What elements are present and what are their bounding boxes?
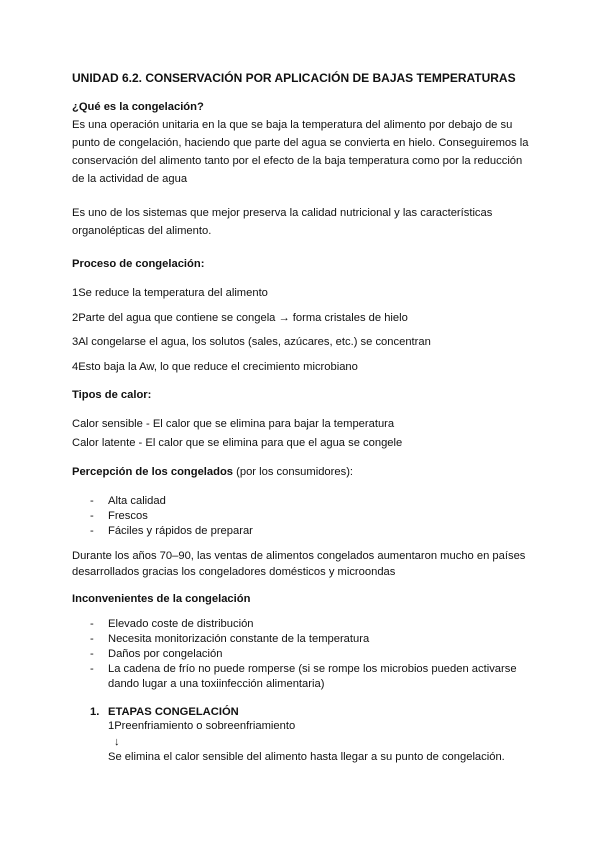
heat-line: Calor sensible - El calor que se elimina para bajar la temperatura (72, 418, 395, 430)
preservation-line: Es uno de los sistemas que mejor preserva la calidad nutricional y las características (72, 207, 493, 219)
list-item: Fáciles y rápidos de preparar (108, 525, 253, 537)
definition-line: conservación del alimento tanto por el efecto de la baja temperatura como por la reducción (72, 155, 523, 167)
list-item-continuation: dando lugar a una toxiinfección alimentaria) (108, 678, 325, 690)
process-step: 4Esto baja la Aw, lo que reduce el crecimiento microbiano (72, 361, 358, 373)
heat-line: Calor latente - El calor que se elimina para que el agua se congele (72, 437, 403, 449)
stages-heading: ETAPAS CONGELACIÓN (108, 706, 239, 718)
list-item: La cadena de frío no puede romperse (si se rompe los microbios pueden activarse (108, 663, 517, 675)
process-step: 2Parte del agua que contiene se congela → forma cristales de hielo (72, 312, 408, 324)
bullet-dash: - (90, 663, 94, 675)
section-number: 1. (90, 706, 100, 718)
heat-heading: Tipos de calor: (72, 389, 152, 401)
bullet-dash: - (90, 510, 94, 522)
list-item: Elevado coste de distribución (108, 618, 254, 630)
sales-line: desarrollados gracias los congeladores domésticos y microondas (72, 566, 396, 578)
definition-line: punto de congelación, haciendo que parte del agua se convierta en hielo. Conseguiremos la (72, 137, 529, 149)
bullet-dash: - (90, 648, 94, 660)
bullet-dash: - (90, 495, 94, 507)
page-title: UNIDAD 6.2. CONSERVACIÓN POR APLICACIÓN DE BAJAS TEMPERATURAS (72, 71, 516, 85)
bullet-dash: - (90, 633, 94, 645)
perception-heading-rest: (por los consumidores): (233, 466, 354, 478)
perception-heading (72, 465, 353, 479)
bullet-dash: - (90, 525, 94, 537)
list-item: Daños por congelación (108, 648, 223, 660)
process-heading: Proceso de congelación: (72, 258, 205, 270)
stage-step: 1Preenfriamiento o sobreenfriamiento (108, 720, 296, 732)
drawbacks-heading: Inconvenientes de la congelación (72, 593, 251, 605)
preservation-line: organolépticas del alimento. (72, 225, 212, 237)
list-item: Alta calidad (108, 495, 166, 507)
stage-description: Se elimina el calor sensible del alimento hasta llegar a su punto de congelación. (108, 751, 505, 763)
down-arrow-icon: ↓ (114, 736, 120, 748)
bullet-dash: - (90, 618, 94, 630)
definition-line: de la actividad de agua (72, 173, 188, 185)
perception-heading-bold: Percepción de los congelados (72, 466, 234, 478)
sales-line: Durante los años 70–90, las ventas de alimentos congelados aumentaron mucho en países (72, 550, 526, 562)
question-heading: ¿Qué es la congelación? (72, 101, 204, 113)
list-item: Necesita monitorización constante de la temperatura (108, 633, 370, 645)
process-step: 1Se reduce la temperatura del alimento (72, 287, 268, 299)
list-item: Frescos (108, 510, 148, 522)
definition-line: Es una operación unitaria en la que se baja la temperatura del alimento por debajo de su (72, 119, 513, 131)
process-step: 3Al congelarse el agua, los solutos (sales, azúcares, etc.) se concentran (72, 336, 431, 348)
